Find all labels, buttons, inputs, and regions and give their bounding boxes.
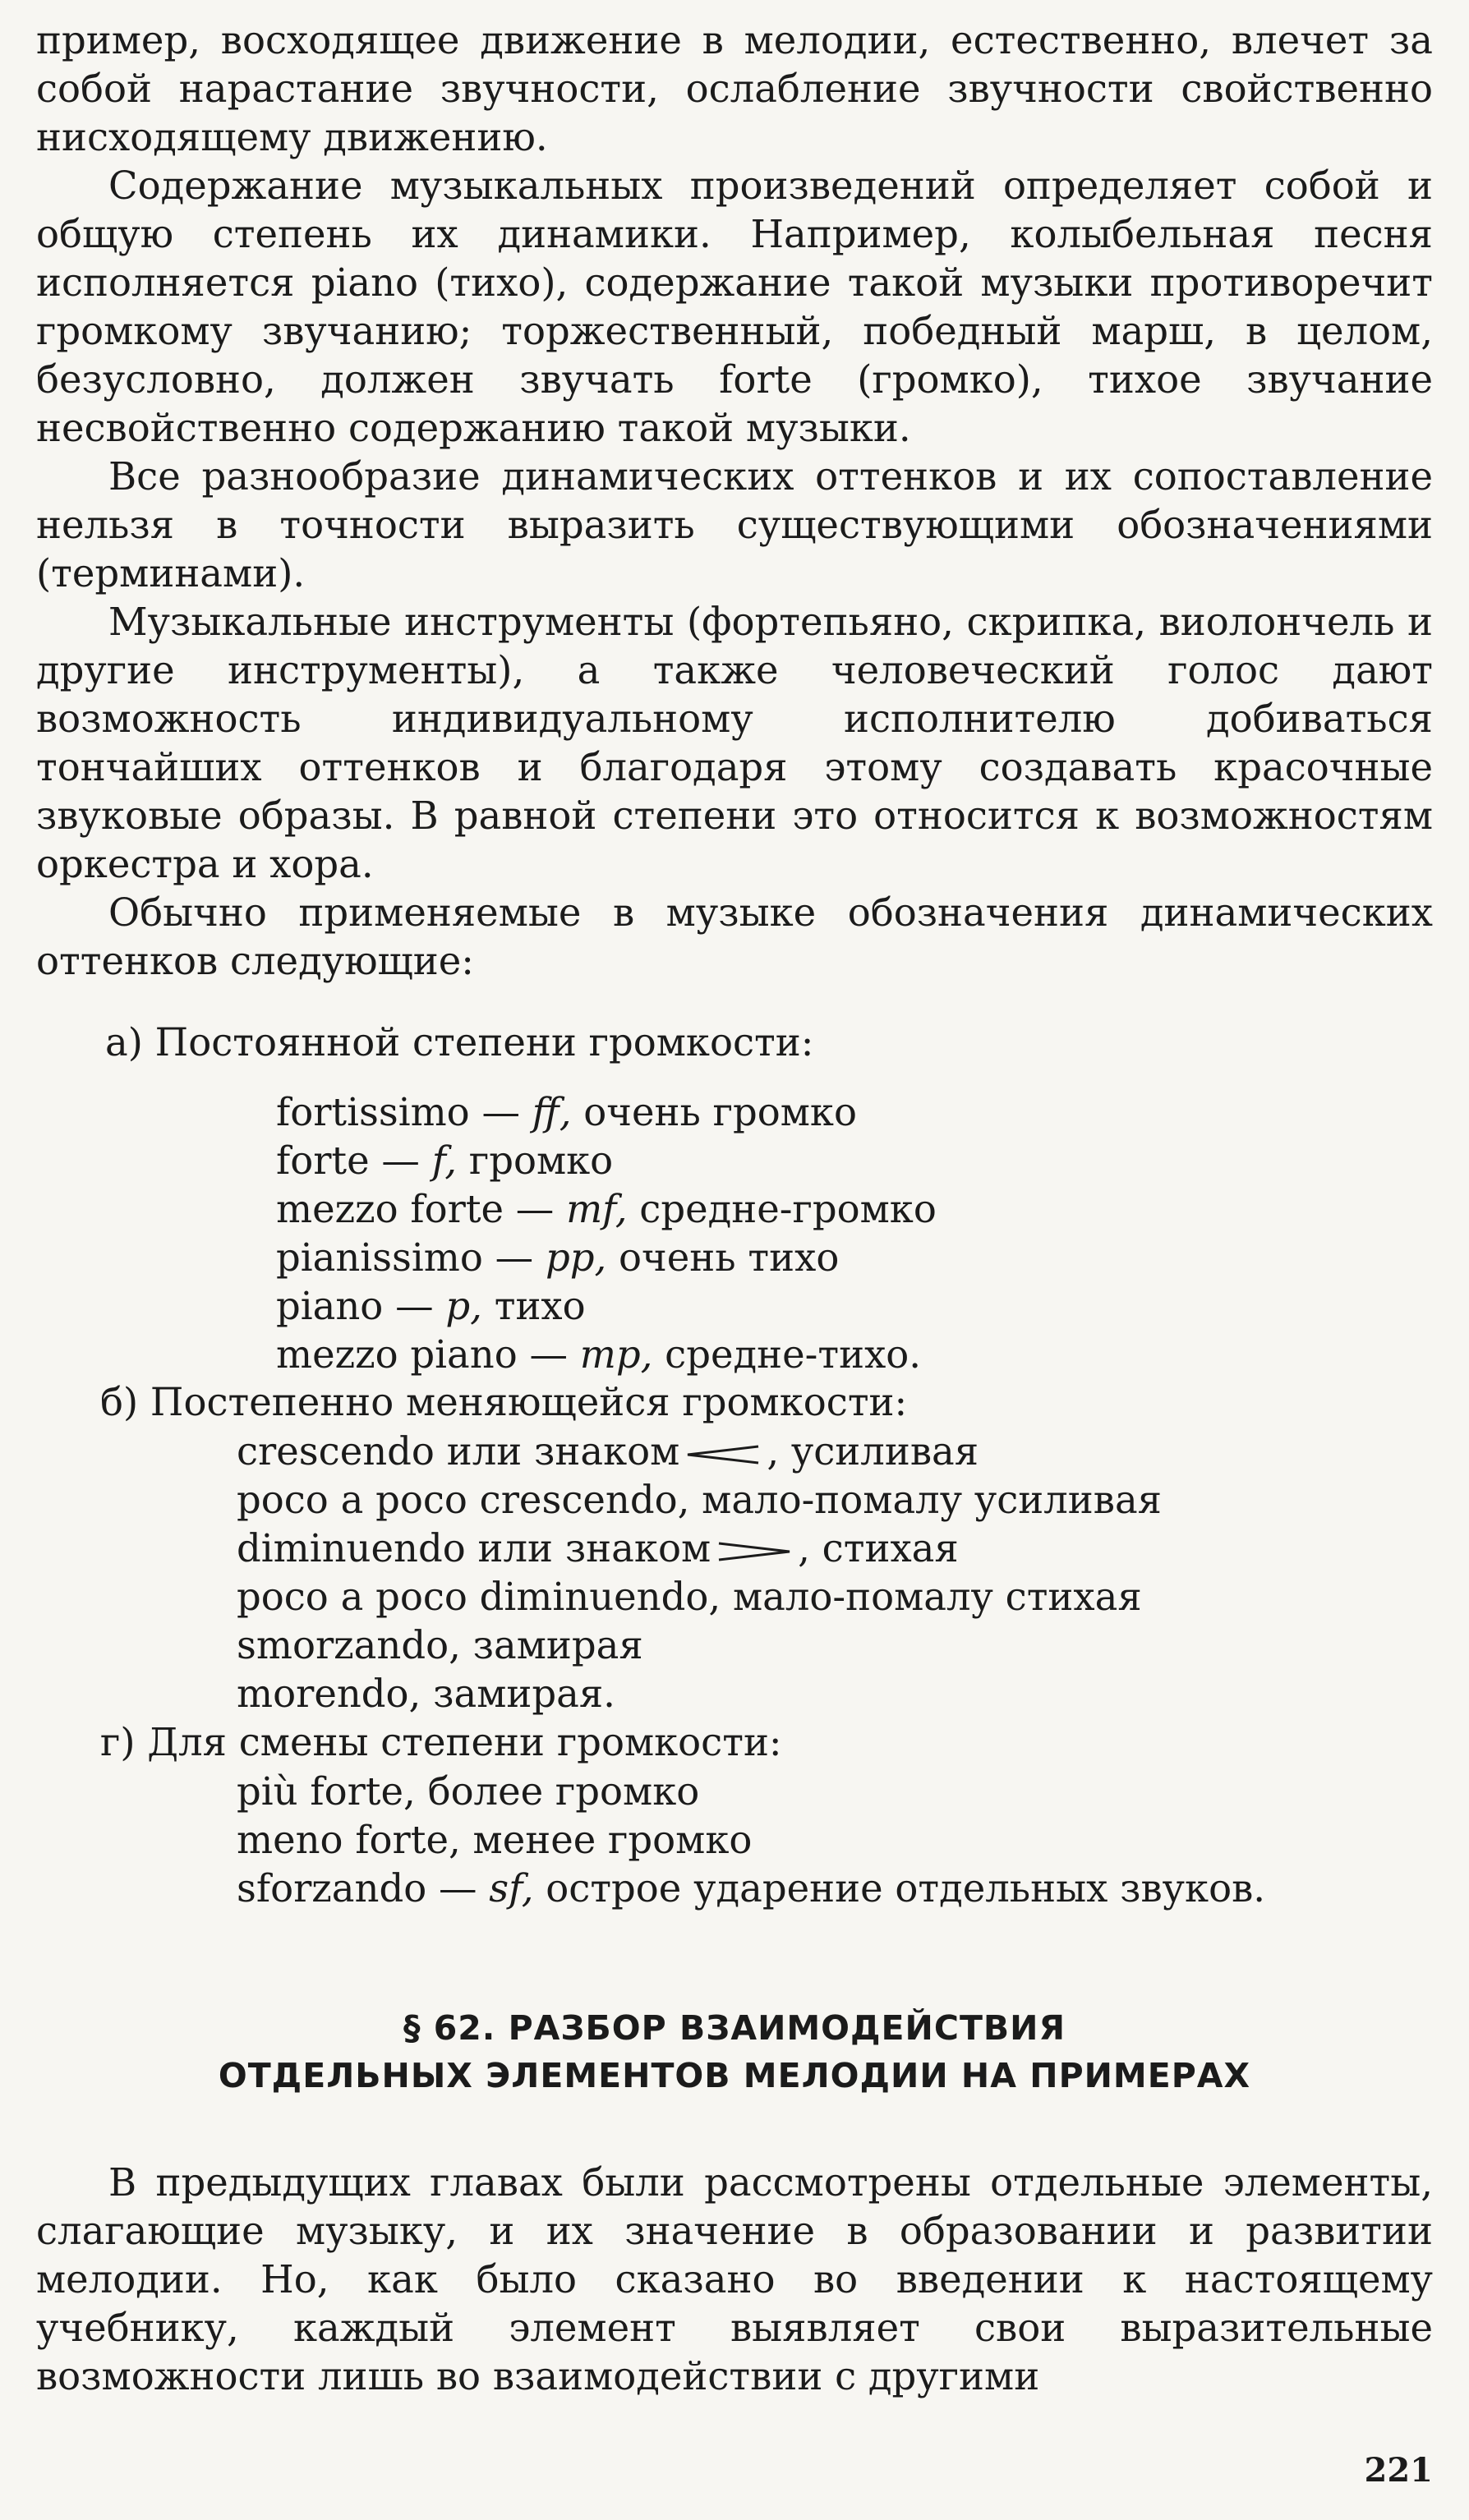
- term-dash: —: [469, 1090, 532, 1134]
- paragraph-2: Содержание музыкальных произведений определяет собой и общую степень их динамики. Например, колыбельная песня исполняется piano (тихо), содержание такой музыки противоречит громкому звучанию; торжественный, победный марш, в целом, безусловно, должен звучать forte (громко), тихое звучание несвойственно содержанию такой музыки.: [36, 163, 1433, 450]
- term-dash: —: [504, 1187, 567, 1231]
- list-a-item: [276, 1331, 937, 1379]
- list-a-item: [276, 1282, 937, 1331]
- term-abbr: f,: [431, 1138, 458, 1183]
- paragraph-1: пример, восходящее движение в мелодии, естественно, влечет за собой нарастание звучности, ослабление звучности свойственно нисходящему движению.: [36, 18, 1433, 159]
- list-b-item: smorzando, замирая: [237, 1623, 643, 1667]
- section-heading-line-2: ОТДЕЛЬНЫХ ЭЛЕМЕНТОВ МЕЛОДИИ НА ПРИМЕРАХ: [218, 2056, 1251, 2095]
- paragraph-4: Музыкальные инструменты (фортепьяно, скрипка, виолончель и другие инструменты), а также человеческий голос дают возможность индивидуальному исполнителю добиваться тончайших оттенков и благодаря этому создавать красочные звуковые образы. В равной степени это относится к возможностям оркестра и хора.: [36, 600, 1433, 886]
- section-heading-line-1: § 62. РАЗБОР ВЗАИМОДЕЙСТВИЯ: [403, 2008, 1066, 2048]
- list-g-heading: г) Для смены степени громкости:: [100, 1720, 782, 1764]
- page-number: 221: [1364, 2451, 1433, 2490]
- term-dash: —: [369, 1138, 432, 1183]
- text-column-bottom: [36, 2159, 1433, 2401]
- term-abbr: pp,: [545, 1235, 607, 1280]
- term-abbr: sf,: [489, 1866, 534, 1911]
- term-meaning: очень тихо: [606, 1235, 840, 1280]
- term-meaning: , усиливая: [767, 1429, 979, 1474]
- crescendo-hairpin-icon: [684, 1444, 762, 1465]
- term-abbr: p,: [445, 1284, 482, 1328]
- term-meaning: громко: [457, 1138, 614, 1183]
- term-name: forte: [276, 1138, 370, 1183]
- list-a-item: [276, 1137, 937, 1185]
- list-a-item: [276, 1088, 937, 1137]
- text-column: [36, 16, 1433, 986]
- term-name: mezzo piano: [276, 1332, 518, 1377]
- paragraph-5: Обычно применяемые в музыке обозначения динамических оттенков следующие:: [36, 890, 1433, 983]
- list-g: [237, 1768, 1265, 1913]
- list-b: [237, 1428, 1162, 1718]
- list-b-heading: б) Постепенно меняющейся громкости:: [100, 1380, 908, 1424]
- term-abbr: mf,: [566, 1187, 628, 1231]
- list-b-item: [237, 1524, 1162, 1573]
- term-name: piano: [276, 1284, 384, 1328]
- term-meaning: средне-громко: [627, 1187, 937, 1231]
- term-meaning: очень громко: [571, 1090, 857, 1134]
- term-dash: —: [517, 1332, 580, 1377]
- section-heading: [36, 2004, 1433, 2099]
- term-meaning: , стихая: [798, 1526, 959, 1570]
- term-abbr: mp,: [579, 1332, 653, 1377]
- term-name: fortissimo: [276, 1090, 470, 1134]
- term-meaning: тихо: [481, 1284, 586, 1328]
- list-g-item: più forte, более громко: [237, 1769, 700, 1814]
- term-name: sforzando: [237, 1866, 427, 1911]
- term-dash: —: [426, 1866, 490, 1911]
- list-g-item: [237, 1865, 1265, 1913]
- list-a: [276, 1088, 937, 1379]
- list-b-item: poco a poco crescendo, мало-помалу усиливая: [237, 1478, 1163, 1522]
- term-text: crescendo или знаком: [237, 1429, 680, 1474]
- diminuendo-hairpin-icon: [716, 1541, 793, 1562]
- list-a-item: [276, 1234, 937, 1282]
- list-b-item: morendo, замирая.: [237, 1672, 615, 1716]
- list-b-item: [237, 1428, 1162, 1476]
- list-a-item: [276, 1185, 937, 1234]
- list-g-item: meno forte, менее громко: [237, 1818, 753, 1862]
- term-meaning: средне-тихо.: [652, 1332, 922, 1377]
- paragraph-6: В предыдущих главах были рассмотрены отдельные элементы, слагающие музыку, и их значение в образовании и развитии мелодии. Но, как было сказано во введении к настоящему учебнику, каждый элемент выявляет свои выразительные возможности лишь во взаимодействии с другими: [36, 2160, 1433, 2398]
- term-name: mezzo forte: [276, 1187, 504, 1231]
- term-dash: —: [482, 1235, 546, 1280]
- term-meaning: острое ударение отдельных звуков.: [533, 1866, 1266, 1911]
- term-abbr: ff,: [532, 1090, 572, 1134]
- term-dash: —: [383, 1284, 446, 1328]
- list-a-heading: а) Постоянной степени громкости:: [105, 1020, 814, 1065]
- paragraph-3: Все разнообразие динамических оттенков и их сопоставление нельзя в точности выразить существующими обозначениями (терминами).: [36, 454, 1433, 596]
- term-text: diminuendo или знаком: [237, 1526, 711, 1570]
- term-name: pianissimo: [276, 1235, 483, 1280]
- list-b-item: poco a poco diminuendo, мало-помалу стихая: [237, 1575, 1142, 1619]
